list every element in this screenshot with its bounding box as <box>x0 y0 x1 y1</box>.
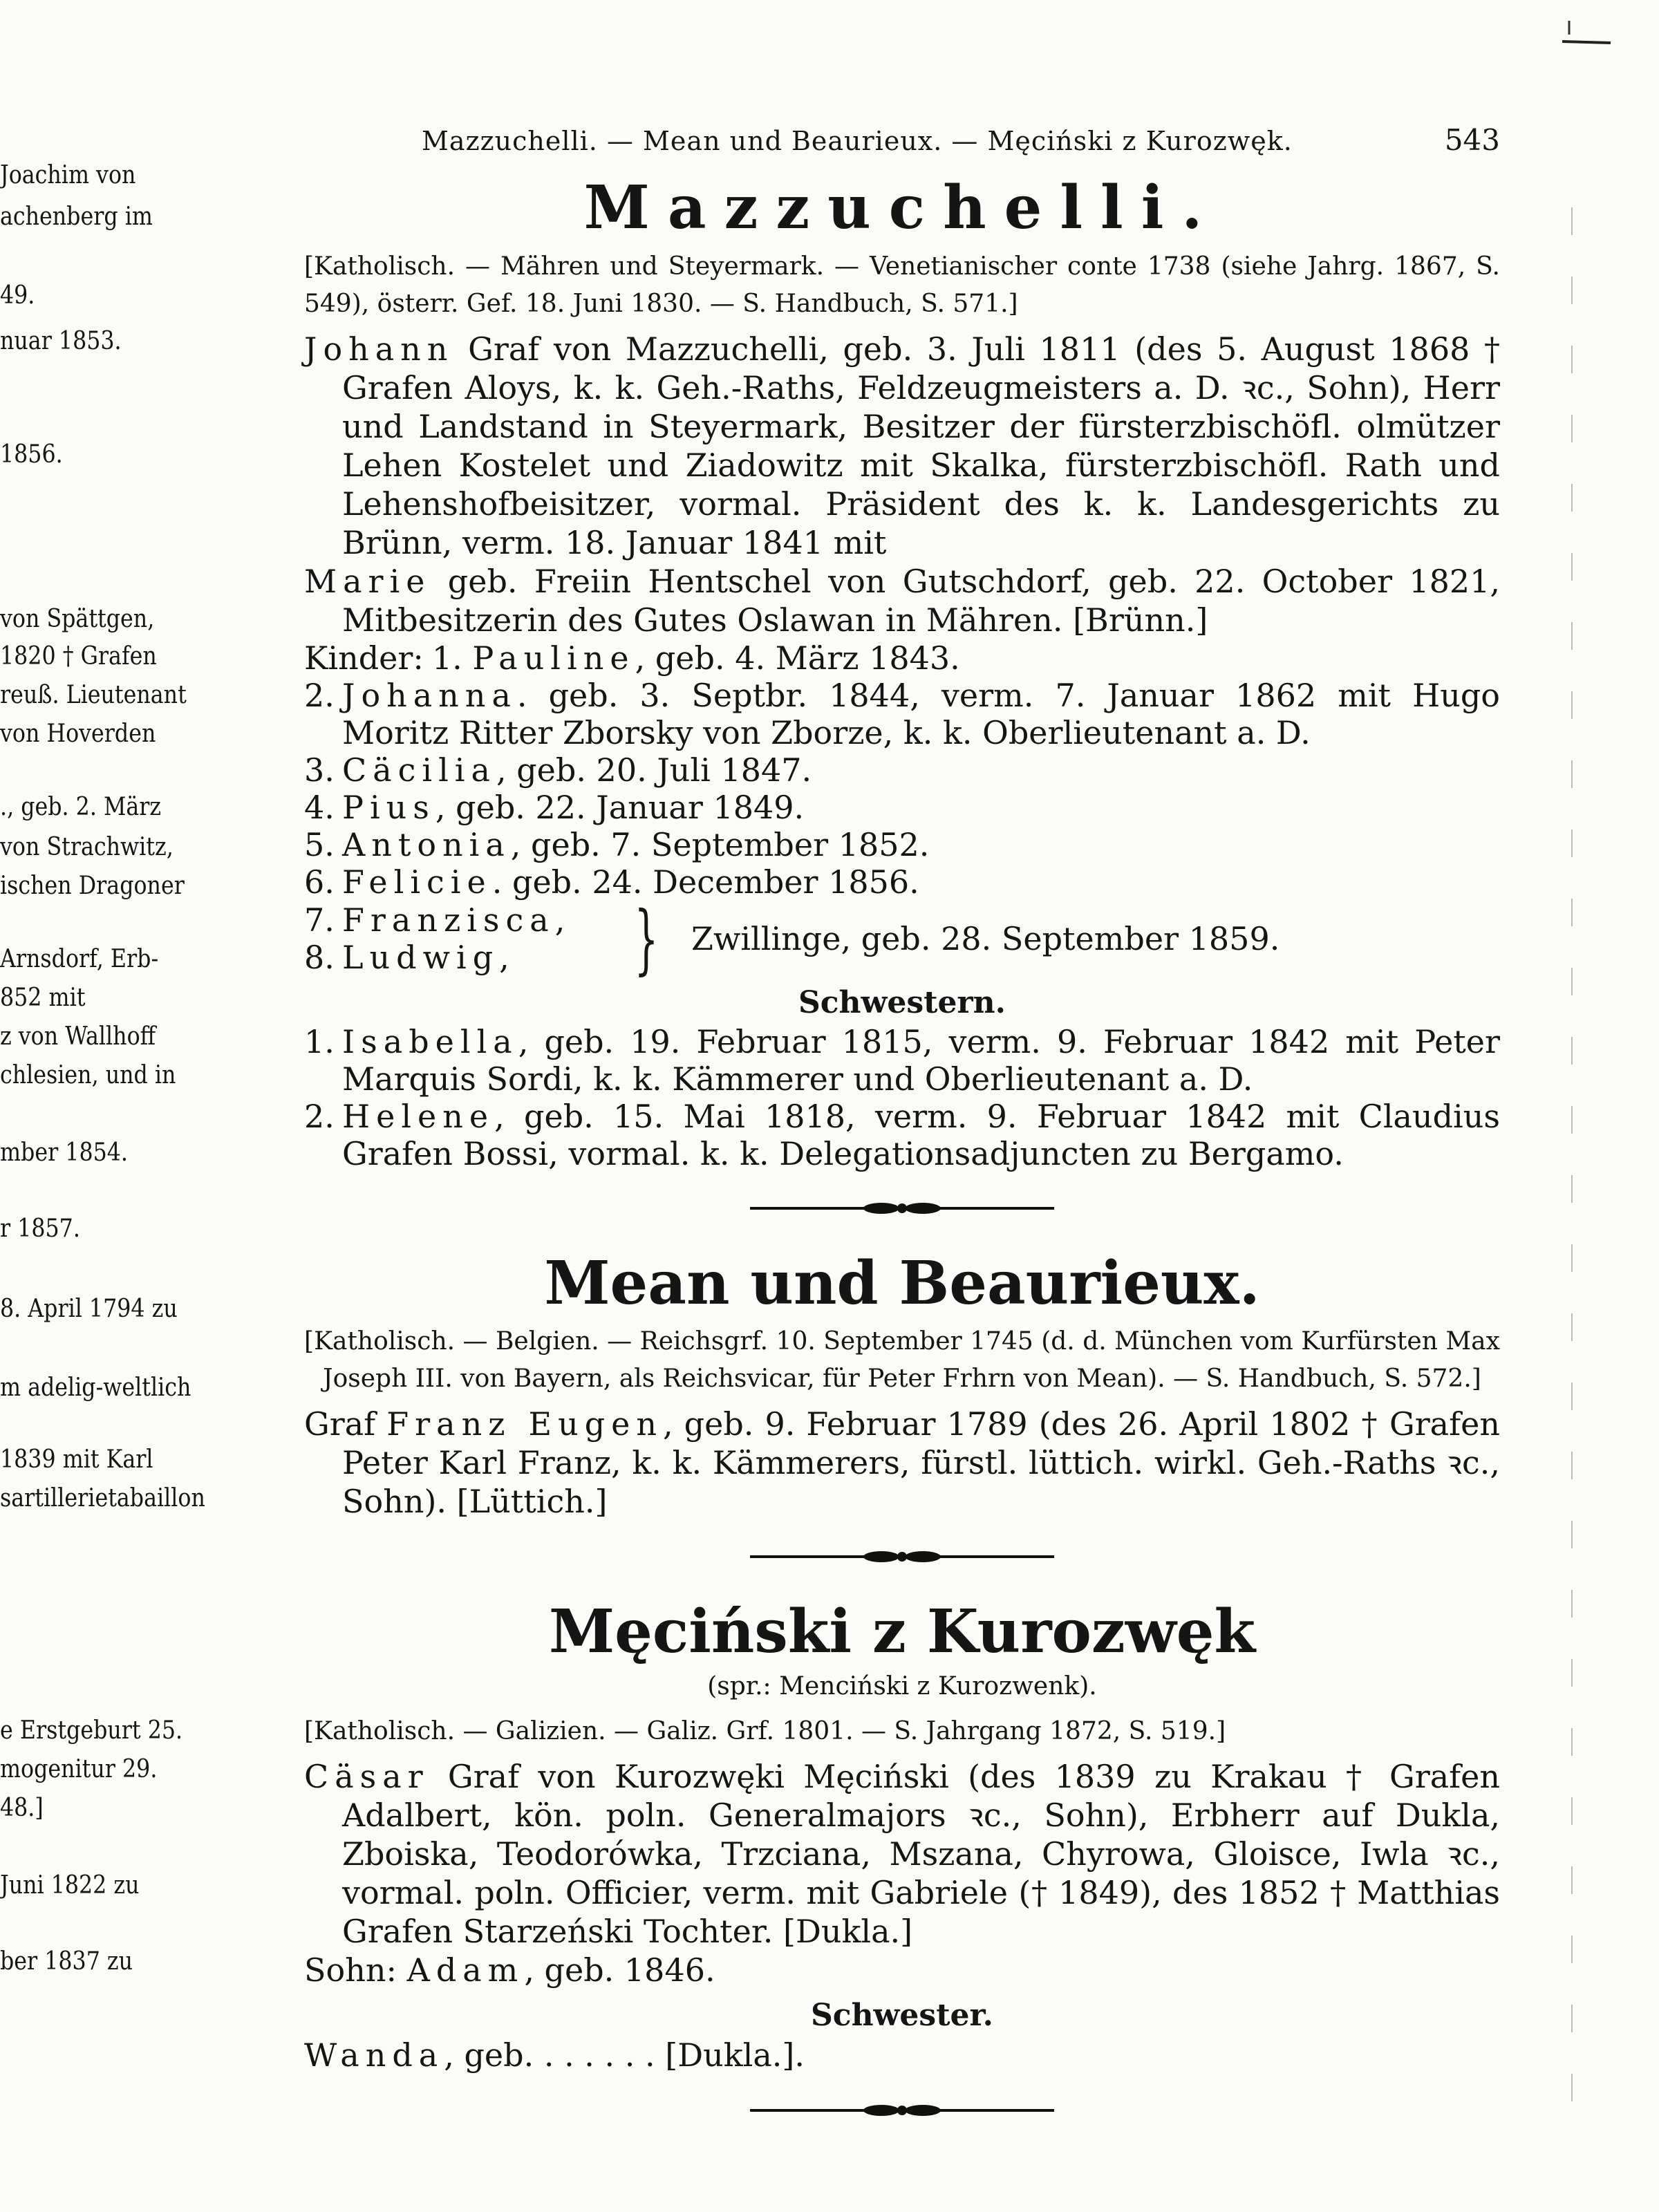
brace-glyph: } <box>634 894 659 983</box>
son-label: Sohn: <box>304 1951 397 1989</box>
child-name: Pauline <box>472 639 635 677</box>
margin-line: achenberg im <box>0 203 153 231</box>
margin-line: reuß. Lieutenant <box>0 681 187 709</box>
child-text: . geb. 24. December 1856. <box>491 863 919 901</box>
child-name: Antonia <box>342 825 511 863</box>
margin-line: von Hoverden <box>0 720 156 748</box>
child-num: 1. <box>431 639 462 677</box>
child-text: , geb. 22. Januar 1849. <box>435 788 805 826</box>
margin-line: 48.] <box>0 1794 44 1822</box>
sister-entry <box>304 1023 1500 1098</box>
child-num: 4. <box>304 788 335 826</box>
child-num: 3. <box>304 751 335 789</box>
margin-line: e Erstgeburt 25. <box>0 1716 183 1745</box>
head-text: Graf von Mazzuchelli, geb. 3. Juli 1811 (des 5. August 1868 † Grafen Aloys, k. k. Geh.-Raths, Feldzeugmeisters a. D. ꝛc., Sohn), Herr und Landstand in Steyermark, Besitzer der fürsterzbischöfl. olmützer Lehen Kostelet und Ziadowitz mit Skalka, fürsterzbischöfl. Rath und Lehenshofbeisitzer, vormal. Präsident des k. k. Landesgerichts zu Brünn, verm. 18. Januar 1841 mit <box>342 330 1500 561</box>
page-body <box>304 118 1500 2153</box>
child-text: , <box>554 901 565 939</box>
sister-name: Wanda <box>304 2036 444 2074</box>
sister-num: 2. <box>304 1097 335 1135</box>
margin-line: r 1857. <box>0 1215 80 1243</box>
son-name: Adam <box>406 1951 525 1989</box>
sister-name: Helene <box>342 1097 495 1135</box>
child-entry <box>304 751 1500 789</box>
child-entry <box>304 677 1500 751</box>
family-title: Męciński z Kurozwęk <box>548 1597 1256 1667</box>
margin-line: z von Wallhoff <box>0 1022 156 1051</box>
scan-edge-marks <box>1548 0 1659 2212</box>
margin-line: 1839 mit Karl <box>0 1445 153 1474</box>
children-list <box>304 639 1500 983</box>
son-entry <box>304 1951 1500 1989</box>
running-head-title: Mazzuchelli. — Mean und Beaurieux. — Męciński z Kurozwęk. <box>422 126 1293 156</box>
head-name: Johann <box>304 330 454 368</box>
head-text: , geb. 9. Februar 1789 (des 26. April 1802 † Grafen Peter Karl Franz, k. k. Kämmerers, fürstl. lüttich. wirkl. Geh.-Raths ꝛc., Sohn). [Lüttich.] <box>342 1405 1500 1521</box>
family-note: [Katholisch. — Belgien. — Reichsgrf. 10. September 1745 (d. d. München vom Kurfürsten Max Joseph III. von Bayern, als Reichsvicar, für Peter Frhrn von Mean). — S. Handbuch, S. 572.] <box>304 1327 1500 1394</box>
child-entry <box>304 639 1500 677</box>
running-head <box>304 118 1500 166</box>
child-name: Johanna <box>342 676 517 714</box>
sister-text: , geb. 19. Februar 1815, verm. 9. Februar 1842 mit Peter Marquis Sordi, k. k. Kämmerer und Oberlieutenant a. D. <box>342 1022 1500 1098</box>
margin-line: Joachim von <box>0 161 136 189</box>
child-entry <box>304 789 1500 826</box>
head-of-family <box>304 1405 1500 1521</box>
sister-text: , geb. 15. Mai 1818, verm. 9. Februar 1842 mit Claudius Grafen Bossi, vormal. k. k. Delegationsadjuncten zu Bergamo. <box>342 1097 1500 1172</box>
margin-line: nuar 1853. <box>0 327 122 355</box>
child-text: , geb. 4. März 1843. <box>635 639 960 677</box>
child-entry <box>304 939 622 976</box>
sister-entry <box>304 2036 1500 2074</box>
margin-line: Juni 1822 zu <box>0 1871 140 1900</box>
pronunciation-note: (spr.: Menciński z Kurozwenk). <box>707 1671 1097 1700</box>
head-of-family <box>304 330 1500 562</box>
head-prefix: Graf <box>304 1405 387 1443</box>
child-name: Felicie <box>342 863 492 901</box>
margin-line: mber 1854. <box>0 1138 128 1167</box>
child-entry <box>304 901 622 939</box>
sisters-list <box>304 1023 1500 1172</box>
margin-line: 8. April 1794 zu <box>0 1295 178 1323</box>
margin-line: Arnsdorf, Erb- <box>0 945 159 973</box>
sister-name: Isabella <box>342 1022 518 1060</box>
margin-line: 852 mit <box>0 984 86 1012</box>
child-entry <box>304 863 1500 901</box>
family-note: [Katholisch. — Galizien. — Galiz. Grf. 1801. — S. Jahrgang 1872, S. 519.] <box>304 1716 1226 1745</box>
son-text: , geb. 1846. <box>524 1951 715 1989</box>
children-label: Kinder: <box>304 639 424 677</box>
child-num: 6. <box>304 863 335 901</box>
margin-line: 49. <box>0 281 35 310</box>
family-note: [Katholisch. — Mähren und Steyermark. — Venetianischer conte 1738 (siehe Jahrg. 1867, S. 549), österr. Gef. 18. Juni 1830. — S. Handbuch, S. 571.] <box>304 252 1500 318</box>
ornament-divider <box>750 2102 1054 2119</box>
margin-line: 1856. <box>0 440 63 469</box>
child-text: , <box>499 938 509 976</box>
family-title: Mean und Beaurieux. <box>544 1248 1260 1318</box>
ornament-divider <box>750 1548 1054 1565</box>
child-num: 7. <box>304 901 335 939</box>
ornament-divider <box>750 1200 1054 1217</box>
child-num: 8. <box>304 938 335 976</box>
spouse-text: geb. Freiin Hentschel von Gutschdorf, geb. 22. October 1821, Mitbesitzerin des Gutes Oslawan in Mähren. [Brünn.] <box>342 562 1500 639</box>
margin-line: von Strachwitz, <box>0 833 174 861</box>
margin-line: m adelig-weltlich <box>0 1374 191 1402</box>
margin-line: ber 1837 zu <box>0 1947 133 1976</box>
head-name: Cäsar <box>304 1757 429 1795</box>
head-text: Graf von Kurozwęki Męciński (des 1839 zu Krakau † Grafen Adalbert, kön. poln. Generalmajors ꝛc., Sohn), Erbherr auf Dukla, Zboiska, Teodorówka, Trzciana, Mszana, Chyrowa, Gloisce, Iwla ꝛc., vormal. poln. Officier, verm. mit Gabriele († 1849), des 1852 † Matthias Grafen Starzeński Tochter. [Dukla.] <box>342 1757 1500 1950</box>
family-mean <box>304 1248 1500 1521</box>
child-num: 5. <box>304 825 335 863</box>
head-of-family <box>304 1757 1500 1951</box>
margin-line: ischen Dragoner <box>0 872 185 900</box>
child-name: Ludwig <box>342 938 500 976</box>
margin-line: chlesien, und in <box>0 1061 176 1089</box>
margin-line: mogenitur 29. <box>0 1755 158 1783</box>
child-name: Pius <box>342 788 435 826</box>
family-mecinski <box>304 1597 1500 2074</box>
family-title: Mazzuchelli. <box>583 173 1221 243</box>
child-text: , geb. 7. September 1852. <box>510 825 930 863</box>
page-number: 543 <box>1444 123 1500 157</box>
child-text: . geb. 3. Septbr. 1844, verm. 7. Januar 1862 mit Hugo Moritz Ritter Zborsky von Zborze, k. k. Oberlieutenant a. D. <box>342 676 1500 751</box>
child-entry <box>304 826 1500 863</box>
sister-num: 1. <box>304 1022 335 1060</box>
child-num: 2. <box>304 676 335 714</box>
family-mazzuchelli <box>304 173 1500 1172</box>
twins-entry <box>304 894 1500 983</box>
margin-line: ., geb. 2. März <box>0 793 162 821</box>
sister-text: , geb. . . . . . . [Dukla.]. <box>444 2036 805 2074</box>
spouse-entry <box>304 562 1500 639</box>
child-text: , geb. 20. Juli 1847. <box>496 751 812 789</box>
margin-line: 1820 † Grafen <box>0 642 157 671</box>
twins-text: Zwillinge, geb. 28. September 1859. <box>691 919 1280 957</box>
margin-line: von Spättgen, <box>0 605 155 633</box>
sisters-heading: Schwestern. <box>798 984 1006 1020</box>
sister-entry <box>304 1098 1500 1172</box>
margin-line: sartillerietabaillon <box>0 1484 205 1512</box>
previous-page-margin <box>0 0 205 2212</box>
head-name: Franz Eugen <box>386 1405 663 1443</box>
child-name: Cäcilia <box>342 751 496 789</box>
spouse-name: Marie <box>304 562 431 600</box>
child-name: Franzisca <box>342 901 555 939</box>
sister-heading: Schwester. <box>811 1997 993 2033</box>
